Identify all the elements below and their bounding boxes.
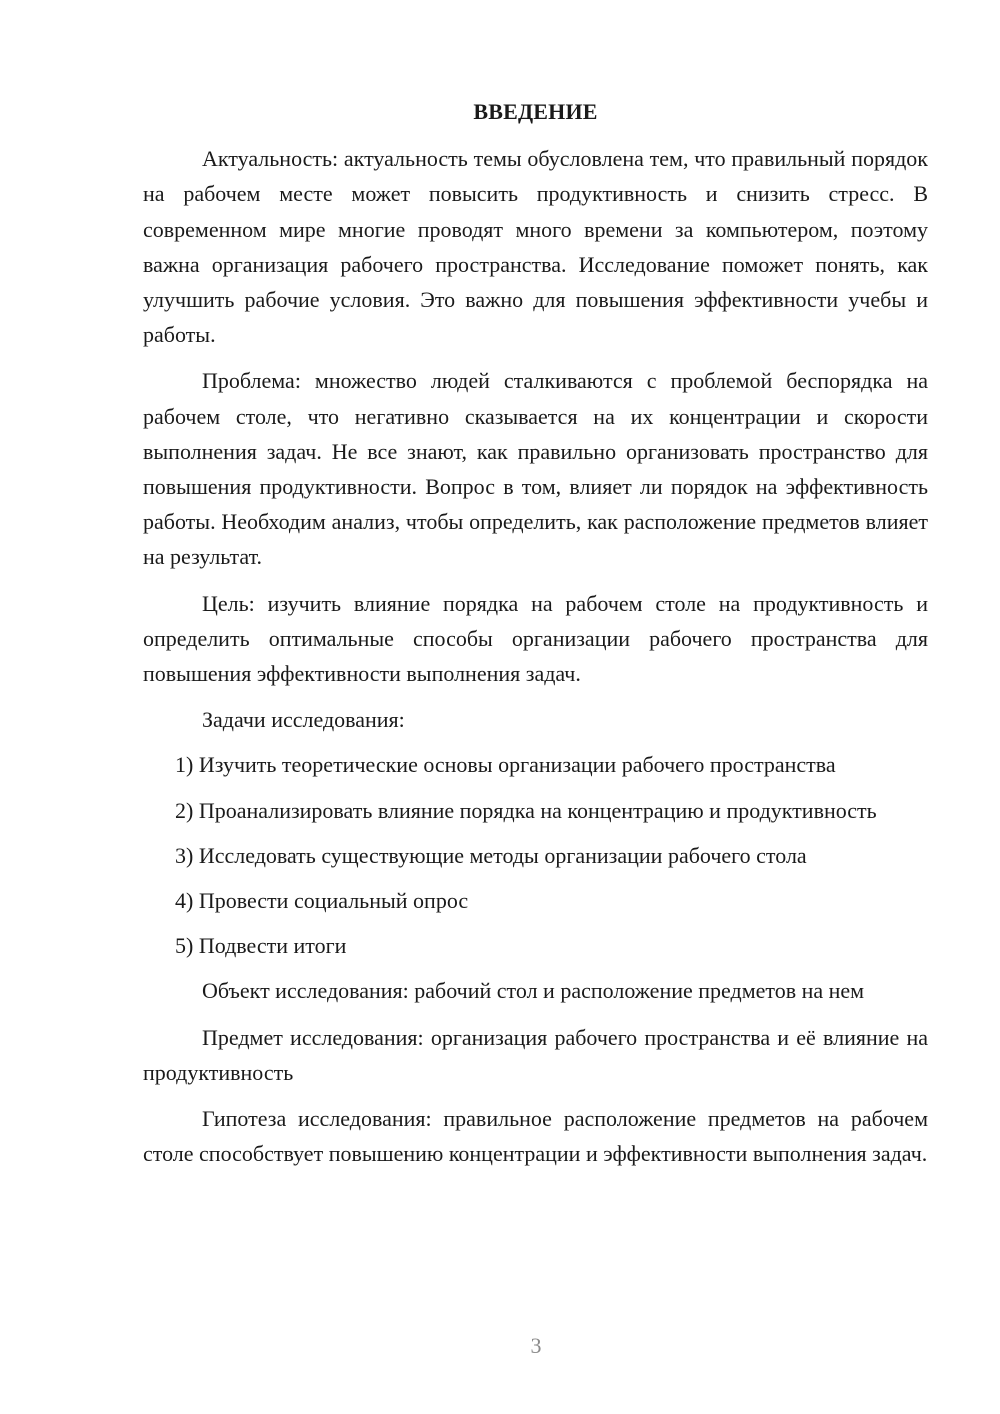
goal-paragraph: Цель: изучить влияние порядка на рабочем столе на продуктивность и определить оптимальные способы организации рабочего пространства для повышения эффективности выполнения задач. [143,590,928,687]
page-number: 3 [530,1333,542,1358]
task-item-5: 5) Подвести итоги [175,933,347,959]
tasks-heading: Задачи исследования: [202,707,405,733]
task-item-3: 3) Исследовать существующие методы организации рабочего стола [175,842,807,868]
hypothesis-paragraph: Гипотеза исследования: правильное расположение предметов на рабочем столе способствует повышению концентрации и эффективности выполнения задач. [143,1106,928,1167]
document-page [143,94,928,1182]
problem-paragraph: Проблема: множество людей сталкиваются с проблемой беспорядка на рабочем столе, что негативно сказывается на их концентрации и скорости выполнения задач. Не все знают, как правильно организовать пространство для повышения продуктивности. Вопрос в том, влияет ли порядок на эффективность работы. Необходим анализ, чтобы определить, как расположение предметов влияет на результат. [143,368,928,570]
object-paragraph: Объект исследования: рабочий стол и расположение предметов на нем [202,978,865,1004]
subject-paragraph: Предмет исследования: организация рабочего пространства и её влияние на продуктивность [143,1024,928,1085]
task-item-2: 2) Проанализировать влияние порядка на концентрацию и продуктивность [175,797,877,823]
relevance-paragraph: Актуальность: актуальность темы обусловлена тем, что правильный порядок на рабочем месте может повысить продуктивность и снизить стресс. В современном мире многие проводят много времени за компьютером, поэтому важна организация рабочего пространства. Исследование поможет понять, как улучшить рабочие условия. Это важно для повышения эффективности учебы и работы. [143,146,928,348]
page-title: ВВЕДЕНИЕ [473,99,598,124]
task-item-4: 4) Провести социальный опрос [175,888,469,914]
task-item-1: 1) Изучить теоретические основы организации рабочего пространства [175,752,836,778]
